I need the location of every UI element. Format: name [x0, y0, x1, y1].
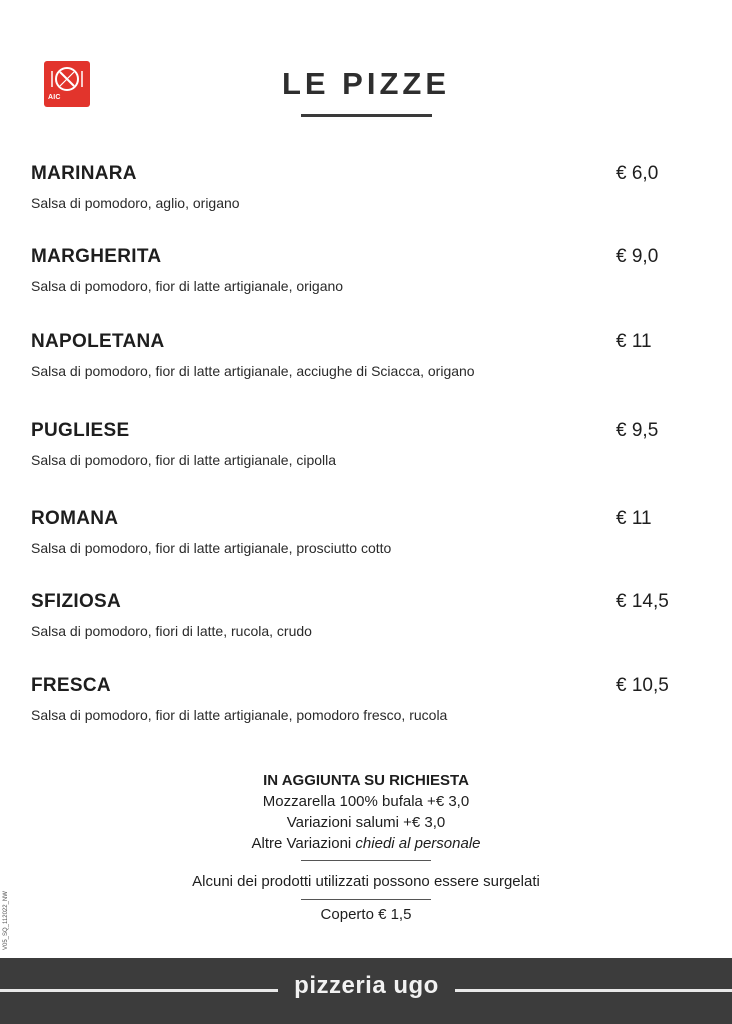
- item-name: PUGLIESE: [31, 420, 130, 441]
- divider: [301, 899, 431, 900]
- logo-label: AIC: [48, 94, 61, 101]
- item-name: MARGHERITA: [31, 246, 162, 267]
- cover-charge: Coperto € 1,5: [320, 906, 412, 923]
- extras-section: [0, 770, 732, 854]
- extras-line-italic: chiedi al personale: [355, 835, 481, 852]
- extras-line-prefix: Altre Variazioni: [251, 835, 356, 852]
- item-name: ROMANA: [31, 508, 119, 529]
- page-title: LE PIZZE: [281, 66, 451, 101]
- footer-bar: [0, 958, 732, 1024]
- item-name: SFIZIOSA: [31, 591, 122, 612]
- document-reference: V05_SQ_112022_NW: [3, 891, 9, 950]
- item-description: Salsa di pomodoro, fior di latte artigianale, acciughe di Sciacca, origano: [31, 363, 475, 379]
- frozen-products-notice: Alcuni dei prodotti utilizzati possono essere surgelati: [192, 873, 540, 890]
- footer-line-right: [455, 989, 732, 992]
- item-name: FRESCA: [31, 675, 111, 696]
- footer-line-left: [0, 989, 278, 992]
- item-price: € 9,0: [616, 246, 659, 267]
- brand-name: pizzeria ugo: [294, 972, 439, 999]
- extras-line: [0, 833, 732, 854]
- item-price: € 10,5: [616, 675, 669, 696]
- extras-heading: IN AGGIUNTA SU RICHIESTA: [263, 772, 469, 789]
- item-description: Salsa di pomodoro, fiori di latte, rucola, crudo: [31, 623, 312, 639]
- item-name: MARINARA: [31, 163, 137, 184]
- extras-line: Mozzarella 100% bufala +€ 3,0: [262, 793, 470, 810]
- item-price: € 9,5: [616, 420, 659, 441]
- item-price: € 11: [616, 331, 652, 352]
- item-description: Salsa di pomodoro, fior di latte artigianale, cipolla: [31, 452, 337, 468]
- item-description: Salsa di pomodoro, fior di latte artigianale, pomodoro fresco, rucola: [31, 707, 448, 723]
- item-price: € 6,0: [616, 163, 659, 184]
- title-underline: [301, 114, 432, 117]
- item-description: Salsa di pomodoro, fior di latte artigianale, origano: [31, 278, 344, 294]
- item-description: Salsa di pomodoro, aglio, origano: [31, 195, 240, 211]
- item-price: € 11: [616, 508, 652, 529]
- item-price: € 14,5: [616, 591, 669, 612]
- divider: [301, 860, 431, 861]
- item-description: Salsa di pomodoro, fior di latte artigianale, prosciutto cotto: [31, 540, 392, 556]
- item-name: NAPOLETANA: [31, 331, 165, 352]
- extras-line: Variazioni salumi +€ 3,0: [286, 814, 446, 831]
